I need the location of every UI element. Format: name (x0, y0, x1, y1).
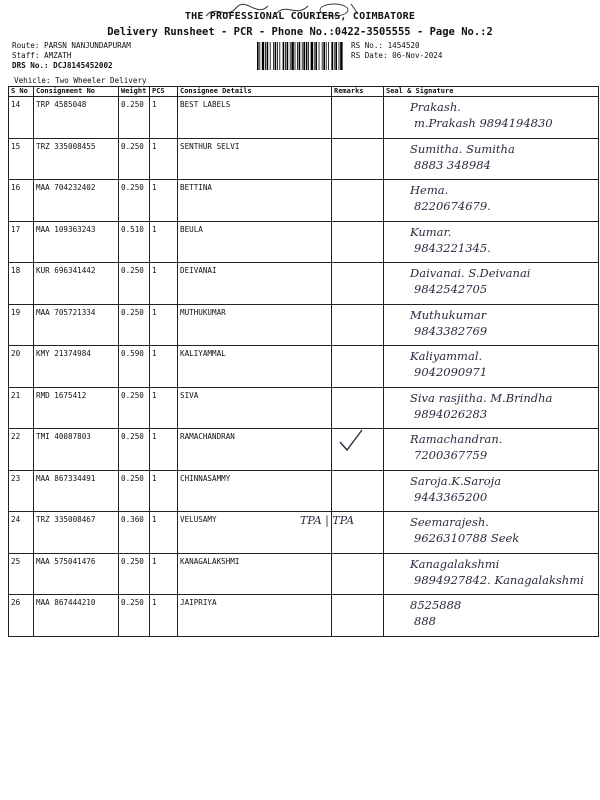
signature-phone: 9843382769 (414, 323, 488, 338)
signature-text: Seemarajesh. (410, 515, 489, 529)
row-pcs: 1 (150, 97, 178, 139)
row-pcs: 1 (150, 595, 178, 637)
row-signature (384, 553, 599, 595)
meta-left (12, 41, 131, 70)
col-remarks: Remarks (332, 87, 384, 97)
meta-right (351, 41, 442, 61)
document-subtitle: Delivery Runsheet - PCR - Phone No.:0422-3505555 - Page No.:2 (107, 26, 493, 38)
row-pcs: 1 (150, 304, 178, 346)
row-consignee: BEULA (178, 221, 332, 263)
table-header-row (9, 87, 599, 97)
row-consignee: JAIPRIYA (178, 595, 332, 637)
document-title: THE PROFESSIONAL COURIERS, COIMBATORE (184, 11, 416, 22)
row-signature (384, 263, 599, 305)
row-remarks (332, 221, 384, 263)
signature-text: Hema. (410, 183, 449, 197)
table-row (9, 263, 599, 305)
row-sno: 25 (9, 553, 34, 595)
row-consignee: DEIVANAI (178, 263, 332, 305)
row-remarks (332, 304, 384, 346)
table-row (9, 304, 599, 346)
drs-label: DRS No.: (12, 60, 49, 70)
signature-text: Kanagalakshmi (410, 556, 500, 571)
row-weight: 0.250 (119, 553, 150, 595)
row-weight: 0.360 (119, 512, 150, 554)
signature-phone: 8220674679. (414, 199, 491, 213)
table-row (9, 346, 599, 388)
row-weight: 0.250 (119, 387, 150, 429)
row-consignment: MAA 704232402 (34, 180, 119, 222)
checkmark-icon (338, 428, 364, 454)
row-signature (384, 512, 599, 554)
row-signature (384, 304, 599, 346)
row-sno: 26 (9, 595, 34, 637)
row-consignment: TRP 4585048 (34, 97, 119, 139)
row-signature (384, 387, 599, 429)
row-remarks (332, 387, 384, 429)
row-pcs: 1 (150, 512, 178, 554)
signature-text: Kumar. (410, 224, 452, 239)
row-signature (384, 138, 599, 180)
row-weight: 0.250 (119, 429, 150, 471)
signature-text: Sumitha. Sumitha (410, 141, 515, 156)
row-pcs: 1 (150, 263, 178, 305)
row-consignee: KANAGALAKSHMI (178, 553, 332, 595)
row-pcs: 1 (150, 429, 178, 471)
signature-text: Daivanai. S.Deivanai (410, 266, 531, 280)
row-consignment: MAA 867444210 (34, 595, 119, 637)
row-consignment: KUR 696341442 (34, 263, 119, 305)
row-weight: 0.250 (119, 304, 150, 346)
row-pcs: 1 (150, 553, 178, 595)
row-consignee: SIVA (178, 387, 332, 429)
row-signature (384, 346, 599, 388)
row-signature (384, 221, 599, 263)
row-sno: 20 (9, 346, 34, 388)
tpa-annotation: TPA | TPA (300, 514, 355, 527)
signature-text: Ramachandran. (410, 432, 503, 446)
row-signature (384, 595, 599, 637)
table-row (9, 221, 599, 263)
staff-text: Staff: AMZATH (12, 50, 72, 60)
row-remarks (332, 138, 384, 180)
row-pcs: 1 (150, 346, 178, 388)
drs-number: DCJ8145452002 (53, 60, 113, 70)
row-consignee: MUTHUKUMAR (178, 304, 332, 346)
row-signature (384, 470, 599, 512)
row-pcs: 1 (150, 470, 178, 512)
row-sno: 18 (9, 263, 34, 305)
signature-phone: 9894927842. Kanagalakshmi (414, 572, 584, 587)
vehicle-text: Vehicle: Two Wheeler Delivery (14, 76, 147, 85)
row-weight: 0.250 (119, 263, 150, 305)
table-row (9, 180, 599, 222)
row-sno: 17 (9, 221, 34, 263)
row-weight: 0.250 (119, 138, 150, 180)
row-weight: 0.510 (119, 221, 150, 263)
row-sno: 16 (9, 180, 34, 222)
runsheet-table (8, 86, 599, 637)
signature-phone: m.Prakash 9894194830 (414, 116, 553, 130)
row-consignment: MAA 109363243 (34, 221, 119, 263)
row-remarks (332, 263, 384, 305)
row-consignment: MAA 575041476 (34, 553, 119, 595)
signature-phone: 9042090971 (414, 365, 488, 379)
signature-text: 8525888 (410, 598, 462, 612)
signature-text: Siva rasjitha. M.Brindha (410, 390, 553, 405)
row-weight: 0.250 (119, 595, 150, 637)
signature-text: Muthukumar (410, 307, 487, 322)
row-consignee: SENTHUR SELVI (178, 138, 332, 180)
table-row (9, 97, 599, 139)
row-pcs: 1 (150, 387, 178, 429)
row-weight: 0.250 (119, 470, 150, 512)
signature-phone: 9843221345. (414, 240, 491, 255)
row-sno: 19 (9, 304, 34, 346)
col-signature: Seal & Signature (384, 87, 599, 97)
row-remarks (332, 595, 384, 637)
row-sno: 23 (9, 470, 34, 512)
row-signature (384, 429, 599, 471)
col-sno: S No (9, 87, 34, 97)
col-consignment: Consignment No (34, 87, 119, 97)
signature-text: Saroja.K.Saroja (410, 473, 502, 488)
row-weight: 0.250 (119, 180, 150, 222)
row-consignee: RAMACHANDRAN (178, 429, 332, 471)
row-consignment: TMI 40087803 (34, 429, 119, 471)
table-row (9, 470, 599, 512)
row-remarks (332, 346, 384, 388)
row-consignee: KALIYAMMAL (178, 346, 332, 388)
row-remarks (332, 180, 384, 222)
row-sno: 22 (9, 429, 34, 471)
row-consignee: VELUSAMY (178, 512, 332, 554)
row-consignment: TRZ 335008467 (34, 512, 119, 554)
table-row (9, 138, 599, 180)
row-sno: 21 (9, 387, 34, 429)
col-pcs: PCS (150, 87, 178, 97)
row-remarks (332, 97, 384, 139)
route-text: Route: PARSN NANJUNDAPURAM (12, 41, 131, 50)
rs-number: RS No.: 1454520 (351, 41, 420, 50)
row-sno: 24 (9, 512, 34, 554)
row-consignment: RMD 1675412 (34, 387, 119, 429)
row-remarks (332, 553, 384, 595)
row-remarks (332, 470, 384, 512)
table-row (9, 595, 599, 637)
signature-phone: 9842542705 (414, 282, 488, 296)
row-pcs: 1 (150, 180, 178, 222)
row-consignment: MAA 705721334 (34, 304, 119, 346)
row-consignee: BETTINA (178, 180, 332, 222)
signature-phone: 888 (414, 614, 436, 628)
signature-text: Prakash. (410, 100, 461, 114)
row-weight: 0.590 (119, 346, 150, 388)
signature-phone: 9894026283 (414, 406, 488, 421)
table-row (9, 429, 599, 471)
row-pcs: 1 (150, 138, 178, 180)
row-consignee: BEST LABELS (178, 97, 332, 139)
col-consignee: Consignee Details (178, 87, 332, 97)
row-weight: 0.250 (119, 97, 150, 139)
rs-date: RS Date: 06-Nov-2024 (351, 50, 443, 60)
table-row (9, 387, 599, 429)
row-sno: 14 (9, 97, 34, 139)
signature-phone: 8883 348984 (414, 157, 491, 172)
row-sno: 15 (9, 138, 34, 180)
row-consignment: MAA 867334491 (34, 470, 119, 512)
row-pcs: 1 (150, 221, 178, 263)
row-consignee: CHINNASAMMY (178, 470, 332, 512)
row-consignment: KMY 21374984 (34, 346, 119, 388)
signature-phone: 9443365200 (414, 489, 488, 504)
barcode-icon (257, 42, 343, 70)
table-row (9, 553, 599, 595)
signature-text: Kaliyammal. (410, 349, 483, 363)
signature-phone: 9626310788 Seek (414, 531, 520, 545)
row-consignment: TRZ 335008455 (34, 138, 119, 180)
row-signature (384, 97, 599, 139)
col-weight: Weight (119, 87, 150, 97)
drs-line (12, 61, 131, 71)
row-signature (384, 180, 599, 222)
signature-phone: 7200367759 (414, 448, 488, 462)
